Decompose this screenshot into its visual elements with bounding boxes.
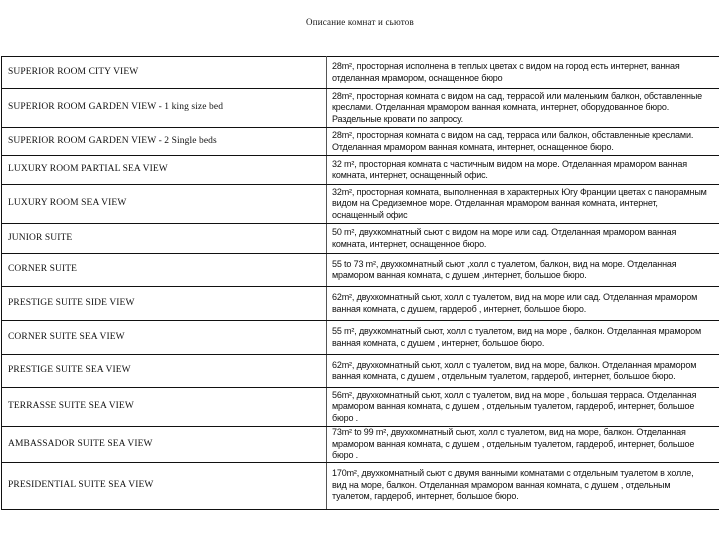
table-row [2, 185, 720, 224]
table-row [2, 156, 720, 185]
room-name: LUXURY ROOM SEA VIEW [2, 185, 327, 224]
room-name: SUPERIOR ROOM GARDEN VIEW - 1 king size bed [2, 89, 327, 128]
table-row [2, 287, 720, 321]
room-description: 50 m², двухкомнатный сьют с видом на море или сад. Отделанная мрамором ванная комната, интернет, оснащенное бюро. [327, 224, 720, 254]
room-name: PRESTIGE SUITE SEA VIEW [2, 355, 327, 388]
table-row [2, 254, 720, 287]
room-description: 56m², двухкомнатный сьют, холл с туалетом, вид на море , большая терраса. Отделанная мрамором ванная комната, с душем , отдельным туалетом, гардероб, интернет, большое бюро . [327, 388, 720, 427]
room-name: TERRASSE SUITE SEA VIEW [2, 388, 327, 427]
room-description: 62m², двухкомнатный сьют, холл с туалетом, вид на море или сад. Отделанная мрамором ванная комната, с душем, гардероб , интернет, большое бюро. [327, 287, 720, 321]
room-name: LUXURY ROOM PARTIAL SEA VIEW [2, 156, 327, 185]
room-description: 28m², просторная комната с видом на сад, терраса или балкон, обставленные креслами. Отделанная мрамором ванная комната, интернет, оснащенное бюро. [327, 128, 720, 156]
room-name: SUPERIOR ROOM GARDEN VIEW - 2 Single beds [2, 128, 327, 156]
table-row [2, 355, 720, 388]
room-description: 28m², просторная комната с видом на сад, террасой или маленьким балкон, обставленные креслами. Отделанная мрамором ванная комната, интернет, оборудованное бюро. Раздельные кровати по запросу. [327, 89, 720, 128]
table-row [2, 321, 720, 355]
table-row [2, 89, 720, 128]
table-row [2, 388, 720, 427]
room-name: CORNER SUITE [2, 254, 327, 287]
room-name: AMBASSADOR SUITE SEA VIEW [2, 427, 327, 463]
table-row [2, 224, 720, 254]
rooms-table [1, 56, 719, 510]
rooms-table-body [2, 57, 720, 510]
room-name: JUNIOR SUITE [2, 224, 327, 254]
room-name: CORNER SUITE SEA VIEW [2, 321, 327, 355]
room-description: 32 m², просторная комната с частичным видом на море. Отделанная мрамором ванная комната, интернет, оснащенный офис. [327, 156, 720, 185]
room-description: 28m², просторная исполнена в теплых цветах с видом на город есть интернет, ванная отделанная мрамором, оснащенное бюро [327, 57, 720, 89]
room-description: 55 to 73 m², двухкомнатный сьют ,холл с туалетом, балкон, вид на море. Отделанная мрамором ванная комната, с душем ,интернет, большое бюро. [327, 254, 720, 287]
room-description: 170m², двухкомнатный сьют с двумя ванными комнатами с отдельным туалетом в холле, вид на море, балкон. Отделанная мрамором ванная комната, с душем , отдельным туалетом, гардероб, интернет, большое бюро. [327, 462, 720, 509]
page-title: Описание комнат и сьютов [306, 17, 414, 27]
room-description: 73m² to 99 m², двухкомнатный сьют, холл с туалетом, вид на море, балкон. Отделанная мрамором ванная комната, с душем , отдельным туалетом, гардероб, интернет, большое бюро . [327, 427, 720, 463]
room-name: PRESIDENTIAL SUITE SEA VIEW [2, 462, 327, 509]
room-description: 55 m², двухкомнатный сьют, холл с туалетом, вид на море , балкон. Отделанная мрамором ванная комната, с душем , интернет, большое бюро. [327, 321, 720, 355]
room-name: PRESTIGE SUITE SIDE VIEW [2, 287, 327, 321]
table-row [2, 462, 720, 509]
room-name: SUPERIOR ROOM CITY VIEW [2, 57, 327, 89]
table-row [2, 57, 720, 89]
table-row [2, 128, 720, 156]
table-row [2, 427, 720, 463]
room-description: 32m², просторная комната, выполненная в характерных Югу Франции цветах с панорамным видом на Средиземное море. Отделанная мрамором ванная комната, интернет, оснащенный офис [327, 185, 720, 224]
room-description: 62m², двухкомнатный сьют, холл с туалетом, вид на море, балкон. Отделанная мрамором ванная комната, с душем , отдельным туалетом, гардероб, интернет, большое бюро. [327, 355, 720, 388]
